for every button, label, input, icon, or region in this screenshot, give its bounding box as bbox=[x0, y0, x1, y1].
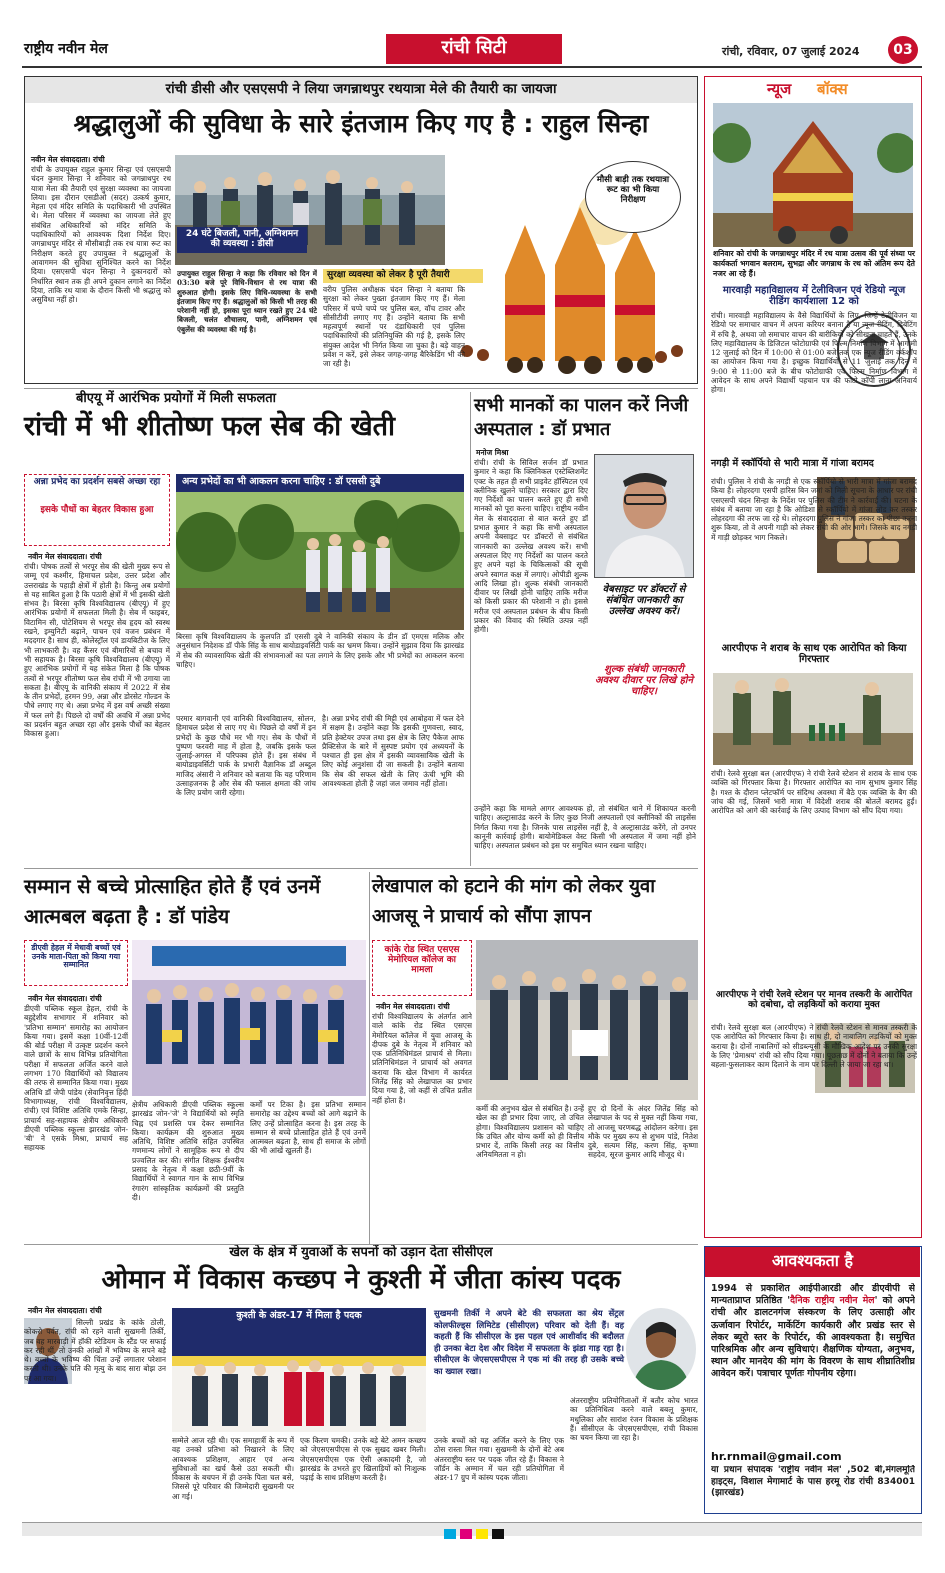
recruitment-ad bbox=[704, 1246, 922, 1514]
byline: नवीन मेल संवाददाता। रांची bbox=[28, 552, 102, 561]
ad-body-intro: 1994 से प्रकाशित आईपीआरडी और डीएवीपी से मान्यताप्राप्त प्रतिष्ठित ' bbox=[711, 1283, 915, 1307]
pullquote-fees: शुल्क संबंधी जानकारी अवश्य दीवार पर लिखे होने चाहिए। bbox=[594, 664, 694, 697]
highlight-line-2: इसके पौधों का बेहतर विकास हुआ bbox=[40, 505, 154, 515]
article-body-col2: सम्मेले आज रही थी। एक समाहार्त्री के रूप में वह उनको प्रतिभा को निखारने के लिए आवश्यक प्रशिक्षण, आहार एवं अन्य सुविधाओं का खर्च कैसे उठा सकती थी। विकास के बचपन में ही उनके पिता चल बसे, जिससे पूरे परिवार की जिम्मेदारी सुखमनी पर आ गई। bbox=[172, 1436, 294, 1501]
doctor-portrait bbox=[594, 454, 694, 578]
subhead-security: सुरक्षा व्यवस्था को लेकर है पूरी तैयारी bbox=[323, 269, 483, 283]
paper-name: राष्ट्रीय नवीन मेल bbox=[24, 41, 108, 57]
news-box-label-1: न्यूज bbox=[767, 80, 792, 98]
highlight-text: कांके रोड स्थित एसएस मेमोरियल कॉलेज का मामला bbox=[384, 945, 460, 975]
article-body: रांची के उपायुक्त राहुल कुमार सिन्हा एवं एसएसपी चंदन कुमार सिन्हा ने शनिवार को जगन्नाथपुर रथ यात्रा मेला की तैयारी एवं सुरक्षा व्यवस्था का जायजा लिया। इस दौरान एसडीओ (सदर) उत्कर्ष कुमार, मेहता एवं मंदिर समिति के पदाधिकारी भी उपस्थित थे। मेला परिसर में व्यवस्था का जायजा लेते हुए संबंधित अधिकारियों को मंदिर समिति के पदाधिकारियों को आवश्यक दिशा निर्देश दिए। जगन्नाथपुर मंदिर से मौसीबाड़ी तक रथ यात्रा रूट का निरीक्षण करते हुए उपायुक्त ने श्रद्धालुओं के आवागमन की सुविधा सुनिश्चित करने का निर्देश दिया। एसएसपी चंदन सिन्हा ने दुकानदारों को निर्धारित स्थान तक ही अपने दुकान लगाने का निर्देश दिया, ताकि रथ यात्रा के दौरान किसी भी श्रद्धालु को असुविधा नहीं हो। bbox=[31, 165, 171, 305]
photo-caption: बिरसा कृषि विश्वविद्यालय के कुलपति डॉ एससी दुबे ने वानिकी संकाय के डीन डॉ एमएस मलिक और अनुसंधान निदेशक डॉ पीके सिंह के साथ बायोडाइवर्सिटी पार्क का भ्रमण किया। उन्होंने सुझाव दिया कि झारखंड में सेब की व्यावसायिक खेती की संभावनाओं का पता लगाने के लिए इसके और भी प्रभेदों का आकलन करना चाहिए। bbox=[176, 632, 464, 669]
bubble-text: मौसी बाड़ी तक रथयात्रा रूट का भी किया निरीक्षण bbox=[596, 175, 670, 205]
story-body: रांची। पुलिस ने रांची के नगड़ी से एक स्कॉर्पियो से भारी मात्रा में गांजा बरामद किया है। लोहरदगा एसपी हारिस बिन जमां को मिली सूचना के आधार पर रांची एसएसपी चंदन सिन्हा के निर्देश पर पुलिस की टीम ने कार्रवाई की। घटना के संबंध में बताया जा रहा है कि ओडिशा से स्कॉर्पियो में गांजा लोड कर तस्कर लोहरदगा की तरफ जा रहे थे। लोहरदगा पुलिस ने गांजा तस्कर का पीछा करना शुरू किया, तो वे अपनी गाड़ी को लेकर रांची की ओर भागे। जिसके बाद नगड़ी में गाड़ी छोड़कर भाग निकले। bbox=[711, 477, 917, 542]
story-body: रांची। रेलवे सुरक्षा बल (आरपीएफ) ने रांची रेलवे स्टेशन से शराब के साथ एक व्यक्ति को गिरफ्तार किया है। गिरफ्तार आरोपित का नाम सुभाष कुमार सिंह है। गश्त के दौरान प्लेटफॉर्म पर संदिग्ध अवस्था में बैठे एक व्यक्ति के बैग की जांच की गई, जिसमें भारी मात्रा में विदेशी शराब की बोतलें बरामद हुईं। आरोपित को आगे की कार्रवाई के लिए उत्पाद विभाग को सौंप दिया गया। bbox=[711, 769, 917, 816]
highlight-line-1: अन्ना प्रभेद का प्रदर्शन सबसे अच्छा रहा bbox=[33, 477, 161, 487]
article-body-col3: है। अन्ना प्रभेद रांची की मिट्टी एवं आबोहवा में फल देने में सक्षम है। उन्होंने कहा कि इसकी गुणवत्ता, स्वाद, प्रति हेक्टेयर उपज तथा इस क्षेत्र के लिए पैकेज आफ प्रैक्टिसेज के बारे में सुस्पष्ट प्रयोग एवं अध्ययनों के पश्चात ही इस क्षेत्र में इसकी व्यावसायिक खेती के लिए कोई अनुशंसा दी जा सकती है। उन्होंने बताया कि सेब की सफल खेती के लिए ऊंची भूमि की आवश्यकता होती है जहां जल जमाव नहीं होता। bbox=[322, 714, 464, 789]
ad-title: आवश्यकता है bbox=[772, 1251, 853, 1270]
article-body-col2: क्षेत्रीय अधिकारी डीएवी पब्लिक स्कूल्स झारखंड जोन-'जे' ने विद्यार्थियों को स्मृति चिह्न एवं प्रशस्ति पत्र देकर सम्मानित किया। कार्यक्रम की शुरुआत मुख्य अतिथि, विशिष्ट अतिथि सहित उपस्थित गणमान्य लोगों ने सामूहिक रूप से दीप प्रज्वलित कर की। संगीत शिक्षक ईश्वरीय प्रसाद के नेतृत्व में कक्षा छठी-9वीं के विद्यार्थियों ने स्वागत गान के साथ विभिन्न रंगारंग सांस्कृतिक कार्यक्रमों की प्रस्तुति दी। bbox=[132, 1100, 244, 1202]
page-number: 03 bbox=[888, 36, 918, 64]
subhead-body: उपायुक्त राहुल सिन्हा ने कहा कि रविवार को दिन में 03:30 बजे पूरे विधि-विधान से रथ यात्रा की शुरुआत होगी। इसके लिए विधि-व्यवस्था के सभी इंतजाम किए गए हैं। श्रद्धालुओं को किसी भी तरह की परेशानी नहीं हो, इसका पूरा ध्यान रखते हुए 24 घंटे बिजली, चलंत शौचालय, पानी, अग्निशमन एवं एंबुलेंस की व्यवस्था की गई है। bbox=[177, 269, 317, 334]
ad-contact: या प्रधान संपादक 'राष्ट्रीय नवीन मेल' ,502 बी,मंगलमूर्ति हाइट्स, विशाल मेगामार्ट के पास हरमू रोड रांची 834001 (झारखंड) bbox=[711, 1465, 915, 1498]
article-body: रांची। रांची के सिविल सर्जन डॉ प्रभात कुमार ने कहा कि क्लिनिकल एस्टेब्लिशमेंट एक्ट के तहत ही सभी प्राइवेट हॉस्पिटल एवं क्लीनिक खुलने चाहिए। सरकार द्वारा दिए गए निर्देशों का पालन करते हुए ही सभी मानकों को पूरा करना चाहिए। राष्ट्रीय नवीन मेल के संवाददाता से बात करते हुए डॉ प्रभात कुमार ने कहा कि सभी अस्पताल अपनी वेबसाइट पर डॉक्टरों से संबंधित जानकारी का उल्लेख अवश्य करें। सभी अस्पताल दिए गए निर्देशों का पालन करते हुए अपने यहां के चिकित्सकों की सूची अपने स्वागत कक्ष में लगाएं। ओपीडी शुल्क आदि लिखा हो। शुल्क संबंधी जानकारी दीवार पर लिखी होनी चाहिए ताकि मरीज को किसी प्रकार की परेशानी न हो। इससे मरीज एवं अस्पताल प्रबंधन के बीच किसी प्रकार की विवाद की स्थिति उत्पन्न नहीं होगी। bbox=[474, 458, 588, 635]
article-headline: श्रद्धालुओं की सुविधा के सारे इंतजाम किए गए है : राहुल सिन्हा bbox=[73, 109, 649, 138]
byline: नवीन मेल संवाददाता। रांची bbox=[28, 994, 102, 1003]
story-body: रांची। रेलवे सुरक्षा बल (आरपीएफ) ने रांची रेलवे स्टेशन से मानव तस्करी के एक आरोपित को गिरफ्तार किया है। साथ ही, दो नाबालिग लड़कियों को मुक्त कराया है। दोनों नाबालिगों को सीडब्ल्यूसी के मौखिक आदेश पर उनकी सुरक्षा के लिए 'प्रेमाश्रय' रांची को सौंप दिया गया। पूछताछ में दोनों ने बताया कि उन्हें बहला-फुसलाकर काम दिलाने के नाम पर दिल्ली ले जाया जा रहा था। bbox=[711, 1023, 917, 1070]
ad-body bbox=[711, 1283, 915, 1449]
divider bbox=[24, 868, 698, 869]
article-body-col3: हुए दो दिनों के अंदर जितेंद्र सिंह को लेखापाल के पद से मुक्त नहीं किया गया, तो आजसू चरणबद्ध आंदोलन करेगा। इस मौके पर मुख्य रूप से शुभम पांडे, नितेश दुबे, सत्यम सिंह, करण सिंह, कृष्णा सहदेव, सूरज कुमार आदि मौजूद थे। bbox=[588, 1104, 698, 1160]
article-body-col3: कर्मों पर टिका है। इस प्रतिभा सम्मान समारोह का उद्देश्य बच्चों को आगे बढ़ाने के लिए उन्हें प्रोत्साहित करना है। इस तरह के सम्मान से बच्चे प्रोत्साहित होते हैं एवं उनमें आत्मबल बढ़ता है, साथ ही समाज के लोगों की भी आंखें खुलती हैं। bbox=[250, 1100, 366, 1156]
story-headline-rpf-liquor: आरपीएफ ने शराब के साथ एक आरोपित को किया गिरफ्तार bbox=[721, 643, 907, 665]
article-kicker: रांची डीसी और एसएसपी ने लिया जगन्नाथपुर रथयात्रा मेले की तैयारी का जायजा bbox=[165, 81, 557, 97]
ad-brand: दैनिक राष्ट्रीय नवीन मेल bbox=[790, 1295, 875, 1307]
article-headline: सम्मान से बच्चे प्रोत्साहित होते हैं एवं उनमें आत्मबल बढ़ता है : डॉ पांडेय bbox=[24, 875, 321, 928]
article-body: डीएवी पब्लिक स्कूल हेहल, रांची के बहुद्देशीय सभागार में शनिवार को 'प्रतिभा सम्मान' समारोह का आयोजन किया गया। इसमें कक्षा 10वीं-12वीं की बोर्ड परीक्षा में उत्कृष्ट प्रदर्शन करने वाले छात्रों के साथ विभिन्न प्रतियोगिता परीक्षा में सफलता अर्जित करने वाले लगभग 170 विद्यार्थियों को विद्यालय की तरफ से सम्मानित किया गया। मुख्य अतिथि डॉ जेपी पांडेय (सेवानिवृत्त हिंदी विभागाध्यक्ष, रांची विश्वविद्यालय, रांची) एवं विशिष्ट अतिथि एमके सिन्हा, प्राचार्य सह-सहायक क्षेत्रीय अधिकारी डीएवी पब्लिक स्कूल्स झारखंड जोन-'बी' ने एसके मिश्रा, प्राचार्य सह सहायक bbox=[24, 1004, 128, 1153]
byline: नवीन मेल संवाददाता। रांची bbox=[28, 1306, 102, 1315]
article-body-col4: उनके बच्चों को यह अर्जित करने के लिए एक ठोस रास्ता मिल गया। सुखमनी के दोनों बेटे अब अंतरराष्ट्रीय स्तर पर पदक जीत रहे हैं। विकास ने जॉर्डन के अम्मान में चल रही प्रतियोगिता में अंडर-17 ग्रुप में कांस्य पदक जीता। bbox=[434, 1436, 564, 1483]
mother-quote: सुखमनी तिर्की ने अपने बेटे की सफलता का श्रेय सेंट्रल कोलफील्ड्स लिमिटेड (सीसीएल) परिवार को देती हैं। वह कहती हैं कि सीसीएल के इस पहल एवं आशीर्वाद की बदौलत ही उनका बेटा देश और विदेश में सफलता के झंडा गाड़ रहा है। सीसीएल के जेएसएसपीएस ने एक मां की तरह ही उसके बच्चे का ख्याल रखा। bbox=[434, 1308, 624, 1376]
ad-email[interactable]: hr.rnmail@gmail.com bbox=[711, 1450, 842, 1463]
highlight-text: डीएवी हेहल में मेधावी बच्चों एवं उनके माता-पिता को किया गया सम्मानित bbox=[31, 943, 121, 970]
article-body-2: उन्होंने कहा कि मामले आगर आवश्यक हो, तो संबंधित थाने में शिकायत करनी चाहिए। अल्ट्रासाउंड करने के लिए कुछ निजी अस्पतालों एवं क्लीनिकों की लाइसेंस निर्गत किया गया है। जिनके पास लाइसेंस नहीं है, वे अल्ट्रासाउंड करेंगे, तो उनपर कानूनी कार्रवाई होगी। बायोमेडिकल वेस्ट किसी भी अस्पताल में जमा नहीं होने चाहिए। अस्पताल प्रबंधन को इस पर समुचित ध्यान रखना चाहिए। bbox=[474, 804, 696, 851]
photo-title: अन्य प्रभेदों का भी आकलन करना चाहिए : डॉ एससी दुबे bbox=[176, 474, 464, 492]
memorandum-photo bbox=[476, 940, 698, 1100]
divider bbox=[24, 1244, 698, 1245]
byline: नवीन मेल संवाददाता। रांची bbox=[376, 1002, 450, 1011]
article-headline: रांची में भी शीतोष्ण फल सेब की खेती bbox=[24, 411, 396, 442]
story-headline-trafficking: आरपीएफ ने रांची रेलवे स्टेशन पर मानव तस्करी के आरोपित को दबोचा, दो लड़कियों को कराया मुक्त bbox=[715, 990, 913, 1010]
story-body: रांची। मारवाड़ी महाविद्यालय के वैसे विद्यार्थियों के लिए, जिन्हें टेलीविजन या रेडियो पर समाचार वाचन में अपना करियर बनाना है या न्यूज रीडिंग, डिबेटिंग में रुचि है, अथवा जो समाचार वाचन की बारीकियों को सीखना चाहते हैं, उनके लिए महाविद्यालय के डिजिटल फोटोग्राफी एवं फिल्म निर्माण विभाग में आगामी 12 जुलाई को दिन में 10:00 से 01:00 बजे तक एक न्यूज रीडिंग वर्कशॉप का आयोजन किया गया है। इच्छुक विद्यार्थियों से 11 जुलाई तक दिन में 9:00 से 11:00 बजे के बीच फोटोग्राफी एवं फिल्म निर्माण विभाग में आवेदन के साथ अपने विद्यार्थी पहचान पत्र की फोटो कॉपी लाना अनिवार्य होगा। bbox=[711, 311, 917, 395]
article-wrestling bbox=[24, 1246, 698, 1512]
article-kicker: खेल के क्षेत्र में युवाओं के सपनों को उड़ान देता सीसीएल bbox=[229, 1245, 493, 1260]
article-rathyatra bbox=[24, 76, 698, 384]
article-ajsu bbox=[372, 872, 698, 1244]
rpf-photo bbox=[713, 673, 913, 765]
divider bbox=[470, 392, 471, 866]
article-hospital bbox=[474, 392, 696, 866]
article-body: सिल्ली प्रखंड के कांके ठोली, कोकरो पर्वत, रांची को रहने वाली सुखमनी तिर्की, जब वह मारवाड़ी में हॉकी स्टेडियम के स्टैंड पर सफाई कर रही थीं, तो उनकी आंखों में भविष्य के सपने बड़े थे। बच्चों के भविष्य की चिंता उन्हें लगातार परेशान करती थी। उनके पति की मृत्यु के बाद सारा बोझ उन पर आ गया। bbox=[24, 1318, 166, 1383]
subhead-power-water: 24 घंटे बिजली, पानी, अग्निशमन की व्यवस्था : डीसी bbox=[177, 227, 307, 253]
chariot-photo bbox=[713, 103, 913, 247]
article-headline: लेखापाल को हटाने की मांग को लेकर युवा आजसू ने प्राचार्य को सौंपा ज्ञापन bbox=[372, 876, 655, 927]
story-headline-ganja: नगड़ी में स्कॉर्पियो से भारी मात्रा में गांजा बरामद bbox=[711, 458, 874, 469]
registration-marks bbox=[444, 1524, 504, 1534]
article-body-col5: अंतरराष्ट्रीय प्रतियोगिताओं में बतौर कोच भारत का प्रतिनिधित्व करने वाले बबलू कुमार, मधुलिका और सारांश रंजन विकास के प्रशिक्षक हैं। सीसीएल के जेएसएसपीएस, रांची विकास का चयन किया जा रहा है। bbox=[570, 1396, 698, 1443]
photo-caption: शनिवार को रांची के जगन्नाथपुर मंदिर में रथ यात्रा उत्सव की पूर्व संध्या पर कार्यकर्ता भगवान बलराम, सुभद्रा और जगन्नाथ के रथ को अंतिम रूप देते नजर आ रहे हैं। bbox=[713, 249, 915, 278]
dateline: रांची, रविवार, 07 जुलाई 2024 bbox=[722, 45, 860, 58]
masthead bbox=[22, 34, 922, 68]
news-box-label-2: बॉक्स bbox=[817, 80, 848, 98]
ad-body-details: ' को अपने रांची और डालटनगंज संस्करण के लिए उत्साही और ऊर्जावान रिपोर्टर, मार्केटिंग कार्यकारी और प्रखंड स्तर से लेकर ब्यूरो स्तर के रिपोर्टर, की आवश्यकता है। समुचित पारिश्रमिक और अन्य सुविधाएं। शैक्षणिक योग्यता, अनुभव, स्थान और मानदेय की मांग के विवरण के साथ शीघ्रातिशीघ्र आवेदन करें। पत्राचार पूर्णतः गोपनीय रहेगा। bbox=[711, 1295, 915, 1380]
article-dav bbox=[24, 872, 366, 1244]
byline: मनोज मिश्रा bbox=[476, 448, 509, 457]
article-apple bbox=[24, 392, 466, 866]
news-box bbox=[704, 76, 922, 1238]
pullquote-website: वेबसाइट पर डॉक्टरों से संबंधित जानकारी का उल्लेख अवश्य करें। bbox=[602, 584, 686, 617]
article-kicker: बीएयू में आरंभिक प्रयोगों में मिली सफलता bbox=[76, 391, 277, 406]
article-headline: सभी मानकों का पालन करें निजी अस्पताल : डॉ प्रभात bbox=[474, 395, 689, 440]
apple-garden-photo bbox=[176, 492, 464, 630]
section-title: रांची सिटी bbox=[441, 37, 507, 58]
byline: नवीन मेल संवाददाता। रांची bbox=[31, 155, 105, 164]
article-body-col3: एक किरण चमकी। उनके बड़े बेटे अमन कच्छप को जेएसएसपीएस से एक सुखद खबर मिली। जेएसएसपीएस एक ऐसी अकादमी है, जो झारखंड के उभरते हुए खिलाड़ियों को निःशुल्क पढ़ाई के साथ प्रशिक्षण करती है। bbox=[300, 1436, 426, 1483]
article-body-col2: परमार बागवानी एवं वानिकी विश्वविद्यालय, सोलन, हिमाचल प्रदेश से लाए गए थे। पिछले दो वर्षों में इन प्रभेदों के कुछ पौधे मर भी गए। सेब के पौधों में पुष्पण फरवरी माह में होता है, जबकि इसके फल जुलाई-अगस्त में परिपक्व होते हैं। इस संबंध में बायोडाइवर्सिटी पार्क के प्रभारी वैज्ञानिक डॉ अब्दुल माजिद अंसारी ने शनिवार को बताया कि यह परिणाम उत्साहजनक है और सेब की फसल क्षमता की जांच के लिए प्रयोग जारी रहेगा। bbox=[176, 714, 316, 798]
mother-portrait bbox=[626, 1308, 696, 1390]
article-body-col2: कर्मी की अनुभव खेल से संबंधित है। उन्हें खेल का ही प्रभार दिया जाए, तो उचित होगा। विश्वविद्यालय प्रशासन को चाहिए कि उचित और योग्य कर्मी को ही वित्तीय प्रभार दें, ताकि किसी तरह का वित्तीय अनियमितता न हो। bbox=[476, 1104, 584, 1160]
story-headline-newsreading: मारवाड़ी महाविद्यालय में टेलीविजन एवं रेडियो न्यूज रीडिंग कार्यशाला 12 को bbox=[722, 285, 906, 307]
article-body: रांची विश्वविद्यालय के अंतर्गत आने वाले कांके रोड स्थित एसएस मेमोरियल कॉलेज में युवा आजसू के दीपक दुबे के नेतृत्व में शनिवार को एक प्रतिनिधिमंडल प्राचार्य से मिला। प्रतिनिधिमंडल ने प्राचार्य को अवगत कराया कि खेल विभाग में कार्यरत जितेंद्र सिंह को लेखापाल का प्रभार दिया गया है, जो कहीं से उचित प्रतीत नहीं होता है। bbox=[372, 1012, 472, 1105]
photo-title: कुश्ती के अंडर-17 में मिला है पदक bbox=[172, 1308, 426, 1326]
medal-ceremony-photo bbox=[172, 1326, 426, 1432]
divider bbox=[24, 388, 698, 389]
award-photo bbox=[132, 940, 366, 1096]
divider bbox=[369, 872, 370, 1244]
article-headline: ओमान में विकास कच्छप ने कुश्ती में जीता कांस्य पदक bbox=[101, 1265, 621, 1295]
article-body: रांची। पोषक तत्वों से भरपूर सेब की खेती मुख्य रूप से जम्मू एवं कश्मीर, हिमाचल प्रदेश, उत्तर प्रदेश और उत्तराखंड के पहाड़ी क्षेत्रों में होती है। किन्तु अब प्रयोगों से यह साबित हुआ है कि पठारी क्षेत्रों में भी इसकी खेती संभव है। बिरसा कृषि विश्वविद्यालय (बीएयू) में हुए आरंभिक प्रयोगों में सफलता मिली है। सेब में फाइबर, विटामिन सी, पोटेशियम से भरपूर सेब हृदय को स्वस्थ रखने, इम्युनिटी बढ़ाने, पाचन एवं वजन प्रबंधन में मददगार है। साथ ही, कोलेस्ट्रॉल एवं डायबिटीज के लिए भी लाभकारी है। वह कैंसर एवं बीमारियों से बचाव में भी सहायक है। बिरसा कृषि विश्वविद्यालय (बीएयू) में हुए आरंभिक प्रयोगों में यह संकेत मिला है कि पोषक तत्वों से भरपूर शीतोष्ण फल सेब रांची में भी उगाया जा सकता है। बीएयू के वानिकी संकाय में 2022 में सेब के तीन प्रभेदों, हरमन 99, अन्ना और डोरसेट गोल्डन के पौधे लगाए गए थे। अन्ना प्रभेद में इस वर्ष अच्छी संख्या में फल लगे हैं। पिछले दो वर्षों की अवधि में अन्ना प्रभेद का प्रदर्शन बहुत अच्छा रहा और इसके पौधों का बेहतर विकास हुआ। bbox=[24, 562, 170, 739]
security-body: वरीय पुलिस अधीक्षक चंदन सिन्हा ने बताया कि सुरक्षा को लेकर पुख्ता इंतजाम किए गए हैं। मेला परिसर में चप्पे चप्पे पर पुलिस बल, वॉच टावर और सीसीटीवी लगाए गए हैं। उन्होंने बताया कि सभी महत्वपूर्ण स्थानों पर दंडाधिकारी एवं पुलिस पदाधिकारियों की प्रतिनियुक्ति की गई है, इसके लिए संयुक्त आदेश भी निर्गत किया जा चुका है। बड़े वाहन प्रवेश न करें, इसे लेकर जगह-जगह बैरिकेडिंग भी की जा रही है। bbox=[323, 285, 465, 369]
